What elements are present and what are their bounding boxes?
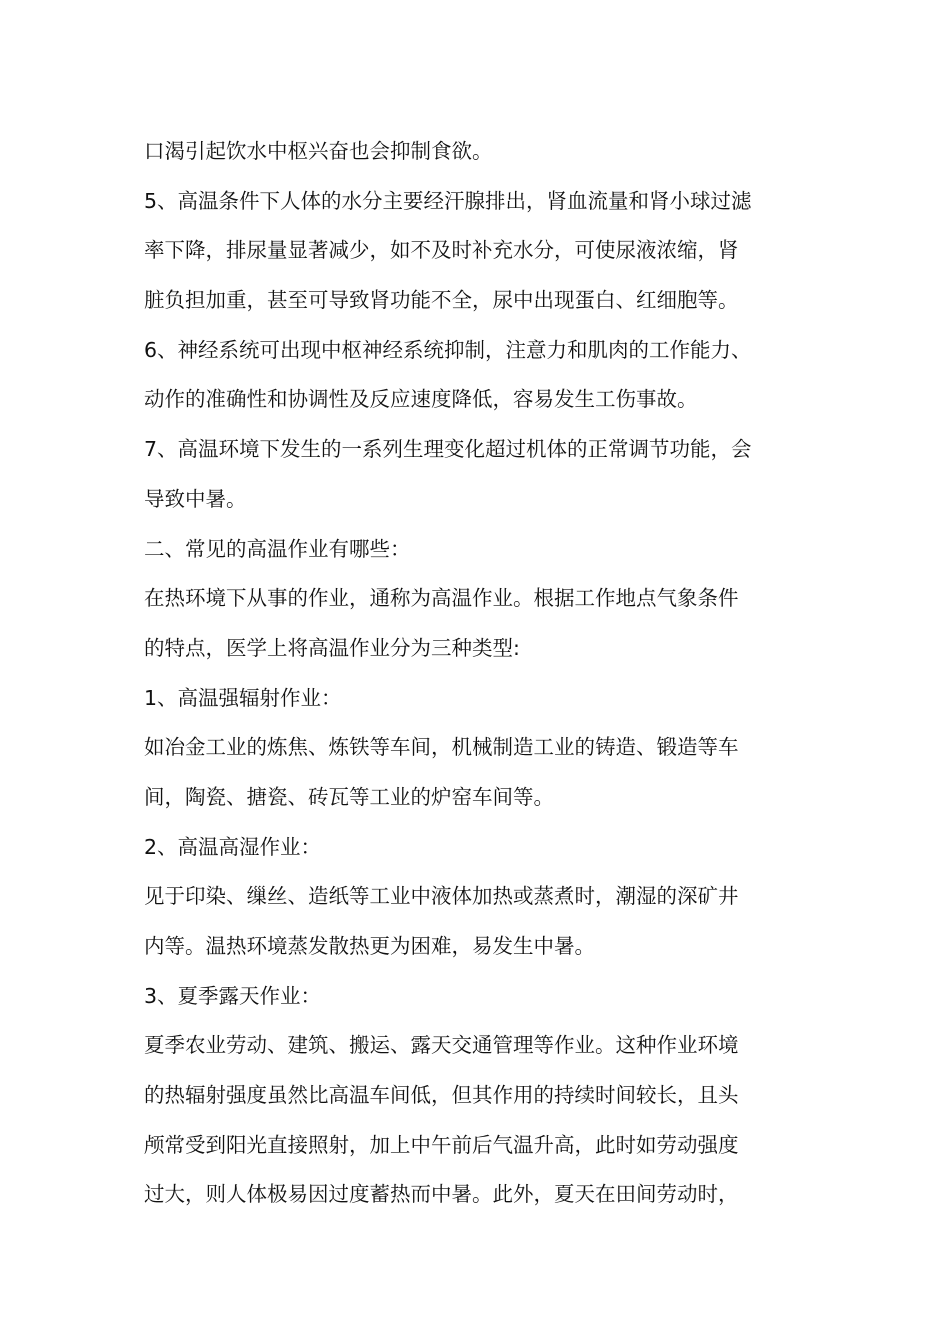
text-line: 间，陶瓷、搪瓷、砖瓦等工业的炉窑车间等。 xyxy=(144,784,554,809)
text-line: 夏季农业劳动、建筑、搬运、露天交通管理等作业。这种作业环境 xyxy=(144,1033,739,1058)
text-line: 5、高温条件下人体的水分主要经汗腺排出，肾血流量和肾小球过滤 xyxy=(144,188,752,213)
text-line: 的特点，医学上将高温作业分为三种类型: xyxy=(144,635,520,660)
text-line: 7、高温环境下发生的一系列生理变化超过机体的正常调节功能，会 xyxy=(144,437,752,462)
text-line: 见于印染、缫丝、造纸等工业中液体加热或蒸煮时，潮湿的深矿井 xyxy=(144,884,739,909)
text-line: 率下降，排尿量显著减少，如不及时补充水分，可使尿液浓缩，肾 xyxy=(144,238,739,263)
text-line: 过大，则人体极易因过度蓄热而中暑。此外，夏天在田间劳动时， xyxy=(144,1182,739,1207)
text-line: 6、神经系统可出现中枢神经系统抑制，注意力和肌肉的工作能力、 xyxy=(144,337,752,362)
text-line: 动作的准确性和协调性及反应速度降低，容易发生工伤事故。 xyxy=(144,387,698,412)
subsection-heading: 1、高温强辐射作业： xyxy=(144,685,342,710)
text-line: 在热环境下从事的作业，通称为高温作业。根据工作地点气象条件 xyxy=(144,586,739,611)
text-line: 的热辐射强度虽然比高温车间低，但其作用的持续时间较长，且头 xyxy=(144,1083,739,1108)
text-line: 口渴引起饮水中枢兴奋也会抑制食欲。 xyxy=(144,139,493,163)
text-line: 颅常受到阳光直接照射，加上中午前后气温升高，此时如劳动强度 xyxy=(144,1132,739,1157)
text-line: 导致中暑。 xyxy=(144,486,247,511)
text-line: 内等。温热环境蒸发散热更为困难，易发生中暑。 xyxy=(144,934,595,958)
subsection-heading: 2、高温高湿作业： xyxy=(144,834,322,859)
document-body xyxy=(144,127,808,1220)
section-heading: 二、常见的高温作业有哪些： xyxy=(144,536,411,561)
text-line: 脏负担加重，甚至可导致肾功能不全，尿中出现蛋白、红细胞等。 xyxy=(144,288,739,313)
subsection-heading: 3、夏季露天作业： xyxy=(144,983,322,1008)
text-line: 如冶金工业的炼焦、炼铁等车间，机械制造工业的铸造、锻造等车 xyxy=(144,735,739,760)
